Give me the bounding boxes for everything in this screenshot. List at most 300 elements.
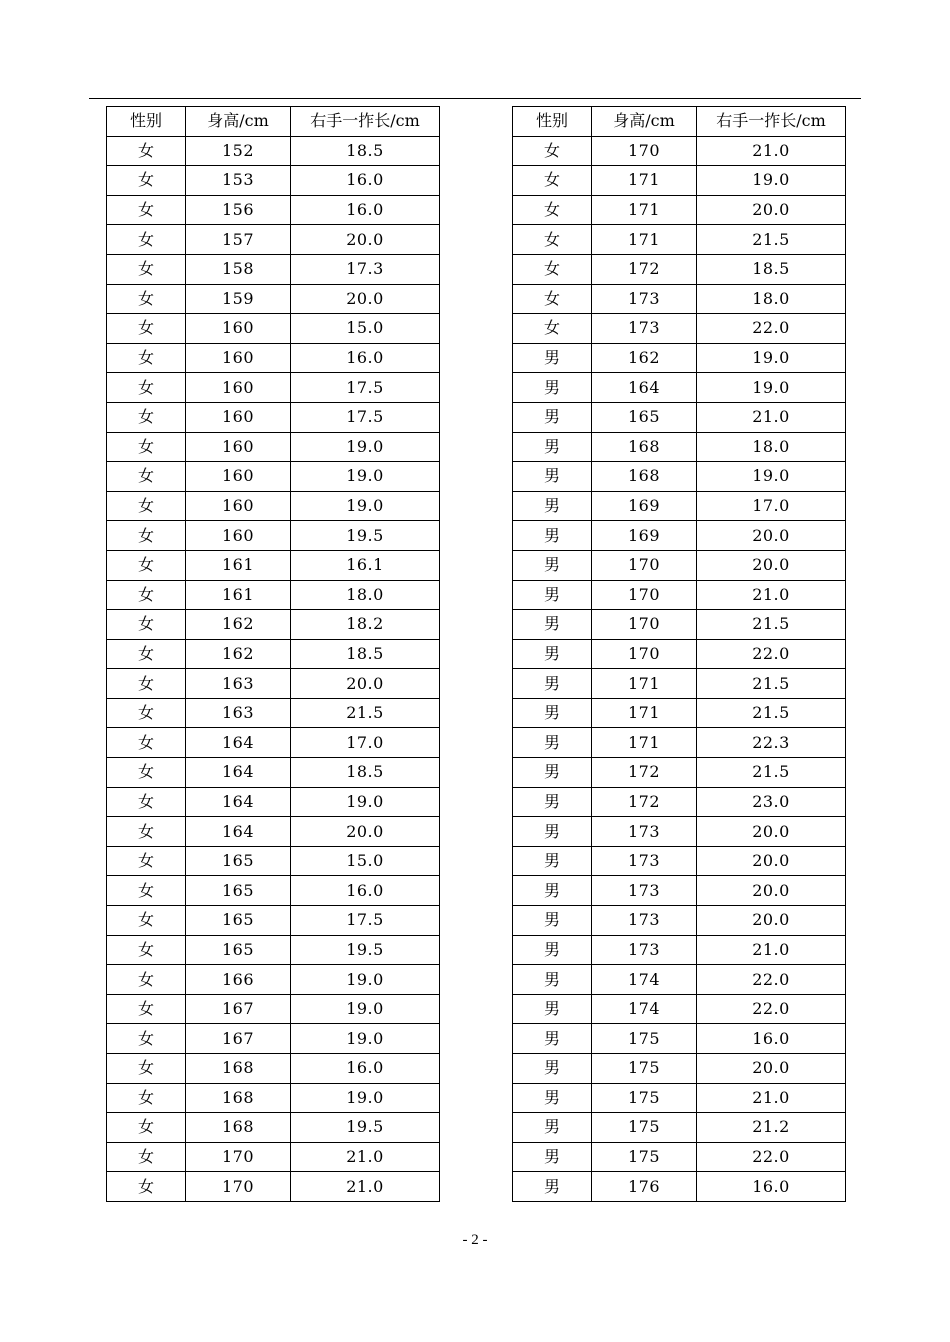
table-row [107, 1142, 440, 1172]
cell-height: 175 [592, 1024, 697, 1054]
cell-gender: 女 [513, 136, 592, 166]
cell-height: 163 [186, 669, 291, 699]
cell-hand-span: 22.0 [697, 639, 846, 669]
cell-height: 160 [186, 462, 291, 492]
cell-height: 161 [186, 580, 291, 610]
cell-hand-span: 20.0 [697, 195, 846, 225]
table-row [107, 225, 440, 255]
table-row [513, 343, 846, 373]
cell-hand-span: 19.5 [291, 521, 440, 551]
cell-gender: 女 [107, 610, 186, 640]
cell-hand-span: 15.0 [291, 846, 440, 876]
table-row [107, 1024, 440, 1054]
cell-height: 157 [186, 225, 291, 255]
cell-height: 160 [186, 521, 291, 551]
cell-height: 158 [186, 254, 291, 284]
table-row [513, 669, 846, 699]
cell-hand-span: 16.1 [291, 550, 440, 580]
cell-hand-span: 16.0 [697, 1172, 846, 1202]
cell-hand-span: 18.0 [291, 580, 440, 610]
header-gender: 性别 [513, 107, 592, 137]
cell-hand-span: 18.5 [291, 758, 440, 788]
cell-gender: 女 [107, 343, 186, 373]
table-row [513, 1054, 846, 1084]
cell-height: 173 [592, 906, 697, 936]
table-row [513, 195, 846, 225]
cell-hand-span: 16.0 [291, 1054, 440, 1084]
cell-gender: 女 [107, 136, 186, 166]
table-row [513, 580, 846, 610]
cell-gender: 男 [513, 1113, 592, 1143]
cell-hand-span: 21.5 [291, 698, 440, 728]
table-row [107, 166, 440, 196]
cell-hand-span: 17.5 [291, 402, 440, 432]
table-row [107, 343, 440, 373]
cell-height: 172 [592, 254, 697, 284]
table-row [513, 1172, 846, 1202]
cell-gender: 男 [513, 728, 592, 758]
cell-height: 170 [186, 1172, 291, 1202]
cell-height: 160 [186, 432, 291, 462]
table-row [107, 580, 440, 610]
cell-hand-span: 16.0 [291, 195, 440, 225]
cell-gender: 男 [513, 758, 592, 788]
cell-hand-span: 19.0 [291, 432, 440, 462]
table-row [513, 728, 846, 758]
cell-height: 172 [592, 787, 697, 817]
cell-gender: 男 [513, 343, 592, 373]
cell-gender: 女 [107, 965, 186, 995]
cell-height: 170 [592, 550, 697, 580]
cell-hand-span: 20.0 [697, 906, 846, 936]
cell-height: 173 [592, 935, 697, 965]
cell-gender: 女 [107, 817, 186, 847]
cell-height: 168 [592, 462, 697, 492]
table-row [513, 876, 846, 906]
cell-hand-span: 20.0 [291, 669, 440, 699]
cell-hand-span: 17.5 [291, 906, 440, 936]
table-row [107, 432, 440, 462]
cell-gender: 女 [107, 698, 186, 728]
table-row [107, 462, 440, 492]
table-row [107, 787, 440, 817]
table-row [513, 136, 846, 166]
cell-height: 165 [186, 906, 291, 936]
cell-height: 175 [592, 1113, 697, 1143]
table-row [513, 462, 846, 492]
cell-hand-span: 18.2 [291, 610, 440, 640]
cell-height: 165 [186, 846, 291, 876]
cell-gender: 女 [107, 669, 186, 699]
cell-gender: 女 [107, 166, 186, 196]
cell-gender: 男 [513, 580, 592, 610]
cell-gender: 女 [107, 462, 186, 492]
table-row [107, 284, 440, 314]
cell-gender: 女 [107, 284, 186, 314]
cell-hand-span: 16.0 [291, 166, 440, 196]
cell-height: 159 [186, 284, 291, 314]
cell-gender: 女 [107, 906, 186, 936]
cell-height: 152 [186, 136, 291, 166]
cell-gender: 女 [107, 402, 186, 432]
table-row [513, 402, 846, 432]
table-row [513, 787, 846, 817]
table-row [513, 965, 846, 995]
cell-gender: 女 [107, 1083, 186, 1113]
cell-hand-span: 16.0 [697, 1024, 846, 1054]
table-row [513, 491, 846, 521]
cell-height: 176 [592, 1172, 697, 1202]
cell-hand-span: 22.0 [697, 1142, 846, 1172]
header-height: 身高/cm [186, 107, 291, 137]
table-row [107, 136, 440, 166]
cell-height: 167 [186, 994, 291, 1024]
cell-gender: 男 [513, 876, 592, 906]
cell-gender: 男 [513, 1172, 592, 1202]
cell-hand-span: 21.5 [697, 669, 846, 699]
cell-hand-span: 18.5 [291, 136, 440, 166]
table-row [513, 994, 846, 1024]
cell-gender: 女 [107, 195, 186, 225]
cell-height: 168 [592, 432, 697, 462]
cell-gender: 女 [107, 876, 186, 906]
cell-hand-span: 21.0 [291, 1172, 440, 1202]
cell-hand-span: 20.0 [697, 846, 846, 876]
cell-height: 166 [186, 965, 291, 995]
table-row [107, 994, 440, 1024]
cell-gender: 男 [513, 846, 592, 876]
cell-hand-span: 20.0 [697, 817, 846, 847]
cell-gender: 男 [513, 698, 592, 728]
table-row [107, 610, 440, 640]
cell-hand-span: 19.0 [291, 965, 440, 995]
table-row [513, 639, 846, 669]
cell-hand-span: 19.0 [697, 462, 846, 492]
cell-hand-span: 15.0 [291, 314, 440, 344]
cell-height: 169 [592, 521, 697, 551]
table-row [107, 1172, 440, 1202]
cell-hand-span: 21.0 [697, 136, 846, 166]
cell-gender: 女 [107, 550, 186, 580]
table-row [513, 610, 846, 640]
cell-height: 171 [592, 166, 697, 196]
cell-gender: 男 [513, 669, 592, 699]
cell-gender: 男 [513, 817, 592, 847]
cell-height: 170 [592, 136, 697, 166]
table-row [107, 254, 440, 284]
table-row [513, 1142, 846, 1172]
cell-hand-span: 19.0 [291, 491, 440, 521]
cell-height: 173 [592, 284, 697, 314]
header-height: 身高/cm [592, 107, 697, 137]
cell-hand-span: 19.0 [697, 373, 846, 403]
header-rule [89, 98, 861, 99]
cell-gender: 女 [107, 758, 186, 788]
cell-hand-span: 20.0 [697, 1054, 846, 1084]
cell-gender: 男 [513, 373, 592, 403]
cell-height: 171 [592, 669, 697, 699]
cell-gender: 女 [513, 166, 592, 196]
cell-gender: 男 [513, 521, 592, 551]
cell-gender: 男 [513, 610, 592, 640]
table-row [513, 906, 846, 936]
table-row [107, 1113, 440, 1143]
cell-height: 173 [592, 846, 697, 876]
table-header-row [513, 107, 846, 137]
cell-height: 164 [186, 728, 291, 758]
table-row [513, 373, 846, 403]
cell-height: 162 [186, 610, 291, 640]
table-row [513, 314, 846, 344]
cell-gender: 男 [513, 550, 592, 580]
table-row [107, 698, 440, 728]
cell-hand-span: 18.0 [697, 284, 846, 314]
cell-height: 171 [592, 698, 697, 728]
table-row [107, 758, 440, 788]
cell-gender: 女 [107, 846, 186, 876]
cell-gender: 男 [513, 1054, 592, 1084]
cell-hand-span: 19.0 [697, 166, 846, 196]
cell-hand-span: 21.5 [697, 698, 846, 728]
cell-hand-span: 22.0 [697, 994, 846, 1024]
cell-height: 162 [186, 639, 291, 669]
cell-height: 170 [592, 580, 697, 610]
table-row [107, 521, 440, 551]
cell-hand-span: 19.0 [291, 1024, 440, 1054]
cell-height: 172 [592, 758, 697, 788]
cell-gender: 男 [513, 462, 592, 492]
cell-hand-span: 16.0 [291, 343, 440, 373]
table-row [513, 550, 846, 580]
cell-gender: 男 [513, 491, 592, 521]
cell-hand-span: 18.5 [697, 254, 846, 284]
table-row [513, 521, 846, 551]
cell-hand-span: 20.0 [291, 225, 440, 255]
table-row [107, 846, 440, 876]
header-gender: 性别 [107, 107, 186, 137]
table-row [513, 254, 846, 284]
cell-height: 173 [592, 817, 697, 847]
cell-hand-span: 20.0 [291, 817, 440, 847]
table-row [107, 1083, 440, 1113]
cell-hand-span: 21.0 [697, 580, 846, 610]
cell-hand-span: 17.0 [697, 491, 846, 521]
cell-hand-span: 18.0 [697, 432, 846, 462]
table-row [513, 1113, 846, 1143]
cell-hand-span: 17.3 [291, 254, 440, 284]
cell-height: 160 [186, 314, 291, 344]
cell-height: 168 [186, 1113, 291, 1143]
cell-height: 174 [592, 965, 697, 995]
cell-gender: 男 [513, 1083, 592, 1113]
cell-gender: 女 [107, 935, 186, 965]
cell-height: 168 [186, 1054, 291, 1084]
cell-height: 170 [592, 639, 697, 669]
cell-hand-span: 22.0 [697, 314, 846, 344]
cell-hand-span: 19.0 [291, 787, 440, 817]
cell-gender: 女 [107, 254, 186, 284]
cell-gender: 女 [107, 314, 186, 344]
cell-hand-span: 19.5 [291, 935, 440, 965]
table-row [107, 1054, 440, 1084]
cell-hand-span: 21.0 [697, 1083, 846, 1113]
cell-height: 164 [592, 373, 697, 403]
cell-gender: 男 [513, 1142, 592, 1172]
cell-height: 173 [592, 314, 697, 344]
cell-hand-span: 18.5 [291, 639, 440, 669]
cell-hand-span: 16.0 [291, 876, 440, 906]
cell-hand-span: 17.5 [291, 373, 440, 403]
table-row [513, 698, 846, 728]
cell-height: 175 [592, 1142, 697, 1172]
cell-hand-span: 19.5 [291, 1113, 440, 1143]
table-row [107, 195, 440, 225]
cell-gender: 女 [513, 284, 592, 314]
cell-height: 167 [186, 1024, 291, 1054]
table-row [107, 639, 440, 669]
cell-gender: 男 [513, 432, 592, 462]
cell-height: 165 [186, 876, 291, 906]
cell-height: 168 [186, 1083, 291, 1113]
cell-hand-span: 20.0 [291, 284, 440, 314]
table-row [107, 373, 440, 403]
cell-gender: 女 [107, 1054, 186, 1084]
table-row [513, 225, 846, 255]
cell-hand-span: 21.0 [291, 1142, 440, 1172]
cell-height: 170 [186, 1142, 291, 1172]
cell-hand-span: 20.0 [697, 550, 846, 580]
cell-gender: 男 [513, 639, 592, 669]
cell-gender: 男 [513, 787, 592, 817]
cell-height: 170 [592, 610, 697, 640]
data-table-left [106, 106, 440, 1202]
cell-gender: 女 [513, 314, 592, 344]
table-header-row [107, 107, 440, 137]
table-row [107, 906, 440, 936]
table-row [513, 166, 846, 196]
table-body-right [513, 136, 846, 1201]
cell-height: 169 [592, 491, 697, 521]
cell-hand-span: 21.0 [697, 935, 846, 965]
cell-height: 171 [592, 728, 697, 758]
cell-gender: 女 [107, 491, 186, 521]
page-number: - 2 - [462, 1232, 488, 1248]
table-body-left [107, 136, 440, 1201]
table-row [107, 314, 440, 344]
cell-hand-span: 21.2 [697, 1113, 846, 1143]
table-row [513, 1083, 846, 1113]
table-row [107, 491, 440, 521]
table-row [513, 935, 846, 965]
cell-hand-span: 22.0 [697, 965, 846, 995]
cell-gender: 女 [513, 195, 592, 225]
cell-hand-span: 19.0 [697, 343, 846, 373]
cell-gender: 女 [513, 254, 592, 284]
cell-height: 164 [186, 758, 291, 788]
table-row [513, 817, 846, 847]
cell-gender: 女 [107, 1113, 186, 1143]
table-row [107, 669, 440, 699]
cell-gender: 男 [513, 994, 592, 1024]
cell-hand-span: 21.5 [697, 225, 846, 255]
cell-hand-span: 21.0 [697, 402, 846, 432]
cell-gender: 女 [107, 432, 186, 462]
cell-hand-span: 21.5 [697, 758, 846, 788]
cell-gender: 女 [107, 1142, 186, 1172]
cell-height: 160 [186, 373, 291, 403]
cell-hand-span: 19.0 [291, 1083, 440, 1113]
cell-height: 171 [592, 225, 697, 255]
header-hand-span: 右手一拃长/cm [697, 107, 846, 137]
cell-height: 160 [186, 402, 291, 432]
cell-hand-span: 17.0 [291, 728, 440, 758]
cell-gender: 女 [107, 728, 186, 758]
table-row [513, 284, 846, 314]
cell-height: 175 [592, 1083, 697, 1113]
cell-hand-span: 23.0 [697, 787, 846, 817]
data-table-right [512, 106, 846, 1202]
cell-gender: 女 [513, 225, 592, 255]
cell-hand-span: 20.0 [697, 521, 846, 551]
cell-height: 173 [592, 876, 697, 906]
cell-gender: 男 [513, 965, 592, 995]
cell-height: 164 [186, 817, 291, 847]
cell-gender: 男 [513, 906, 592, 936]
table-row [107, 876, 440, 906]
cell-height: 174 [592, 994, 697, 1024]
table-row [513, 432, 846, 462]
cell-hand-span: 19.0 [291, 462, 440, 492]
cell-hand-span: 22.3 [697, 728, 846, 758]
cell-hand-span: 21.5 [697, 610, 846, 640]
table-row [513, 758, 846, 788]
cell-height: 164 [186, 787, 291, 817]
table-row [107, 550, 440, 580]
cell-gender: 男 [513, 935, 592, 965]
cell-height: 165 [592, 402, 697, 432]
table-row [107, 817, 440, 847]
cell-height: 162 [592, 343, 697, 373]
table-row [513, 1024, 846, 1054]
table-row [107, 728, 440, 758]
cell-height: 161 [186, 550, 291, 580]
cell-hand-span: 19.0 [291, 994, 440, 1024]
cell-height: 175 [592, 1054, 697, 1084]
cell-gender: 女 [107, 580, 186, 610]
cell-gender: 女 [107, 994, 186, 1024]
cell-gender: 男 [513, 1024, 592, 1054]
cell-height: 165 [186, 935, 291, 965]
cell-hand-span: 20.0 [697, 876, 846, 906]
cell-gender: 女 [107, 225, 186, 255]
header-hand-span: 右手一拃长/cm [291, 107, 440, 137]
cell-height: 153 [186, 166, 291, 196]
cell-gender: 女 [107, 373, 186, 403]
cell-gender: 男 [513, 402, 592, 432]
cell-gender: 女 [107, 639, 186, 669]
cell-gender: 女 [107, 1172, 186, 1202]
table-row [513, 846, 846, 876]
cell-height: 160 [186, 491, 291, 521]
cell-height: 163 [186, 698, 291, 728]
cell-height: 171 [592, 195, 697, 225]
cell-height: 160 [186, 343, 291, 373]
table-row [107, 402, 440, 432]
table-row [107, 935, 440, 965]
cell-gender: 女 [107, 787, 186, 817]
table-row [107, 965, 440, 995]
cell-height: 156 [186, 195, 291, 225]
